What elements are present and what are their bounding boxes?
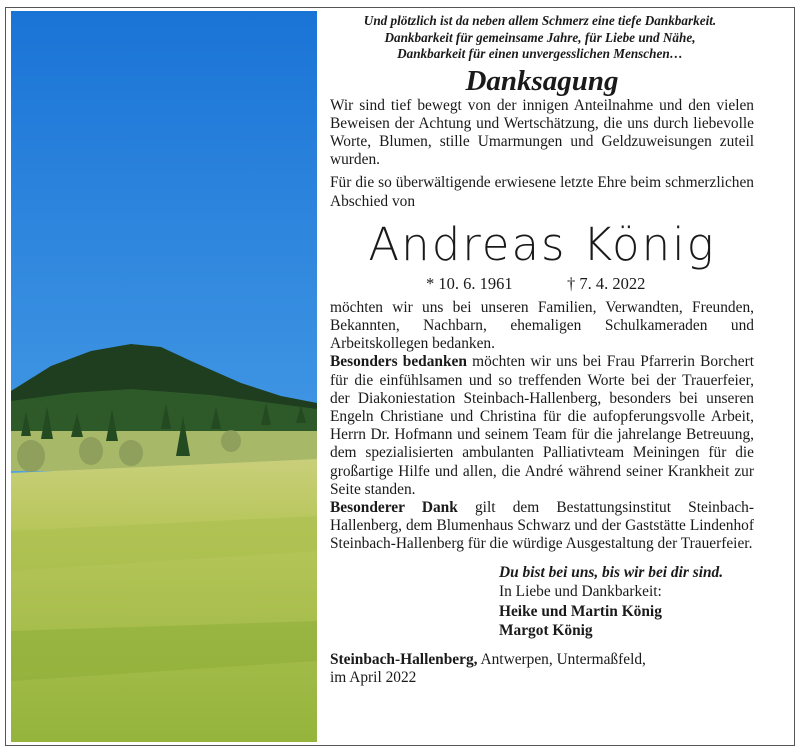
closing-quote: Du bist bei uns, bis wir bei dir sind. <box>499 563 724 581</box>
birth-date: * 10. 6. 1961 <box>426 273 513 293</box>
signer-name: Heike und Martin König <box>499 602 662 620</box>
life-dates <box>330 273 754 295</box>
particular-thanks-text: gilt dem Bestattungsinstitut Steinbach-Hallenberg, dem Blumenhaus Schwarz und der Gaststätte Lindenhof Steinbach-Hallenberg für die würdige Ausgestaltung der Trauerfeier. <box>330 498 754 553</box>
notice-date: im April 2022 <box>330 669 417 687</box>
motto-line: Und plötzlich ist da neben allem Schmerz eine tiefe Dankbarkeit. <box>363 13 717 28</box>
intro-paragraph-2: Für die so überwältigende erwiesene letzte Ehre beim schmerzlichen Abschied von <box>330 174 754 210</box>
motto <box>330 13 750 63</box>
motto-line: Dankbarkeit für gemeinsame Jahre, für Liebe und Nähe, <box>384 29 696 45</box>
thanks-paragraph: möchten wir uns bei unseren Familien, Verwandten, Freunden, Bekannten, Nachbarn, ehemaligen Schulkameraden und Arbeitskollegen bedanken. <box>330 298 754 353</box>
death-date: † 7. 4. 2022 <box>567 273 646 293</box>
landscape-photo <box>11 11 317 742</box>
place-town: Steinbach-Hallenberg, <box>330 650 478 668</box>
deceased-name: Andreas König <box>368 217 716 271</box>
special-thanks-text: möchten wir uns bei Frau Pfarrerin Borchert für die einfühlsamen und so treffenden Worte bei der Trauerfeier, der Diakoniestation Steinbach-Hallenberg, besonders bei unseren Engeln Christiane und Christina für die aufopferungsvolle Arbeit, Herrn Dr. Hofmann und seinem Team für die jahrelange Betreuung, dem spezialisierten ambulanten Palliativteam Meiningen für die großartige Hilfe und allen, die André während seiner Krankheit zur Seite standen. <box>330 353 754 498</box>
notice-title: Danksagung <box>465 64 619 97</box>
particular-thanks-paragraph <box>330 499 754 554</box>
intro-paragraph: Wir sind tief bewegt von der innigen Anteilnahme und den vielen Beweisen der Achtung und Wertschätzung, die uns durch liebevolle Worte, Blumen, stille Umarmungen und Geldzuweisungen zuteil wurden. <box>330 96 754 169</box>
signer-name: Margot König <box>499 622 593 640</box>
special-thanks-lead: Besonders bedanken <box>330 353 467 371</box>
place-and-date <box>330 651 754 688</box>
closing-greeting: In Liebe und Dankbarkeit: <box>499 583 662 601</box>
special-thanks-paragraph <box>330 353 754 499</box>
place-others: Antwerpen, Untermaßfeld, <box>477 650 646 668</box>
motto-line: Dankbarkeit für einen unvergesslichen Menschen… <box>397 46 683 61</box>
closing-block <box>499 563 754 641</box>
notice-text-column <box>330 13 754 688</box>
particular-thanks-lead: Besonderer Dank <box>330 498 458 516</box>
